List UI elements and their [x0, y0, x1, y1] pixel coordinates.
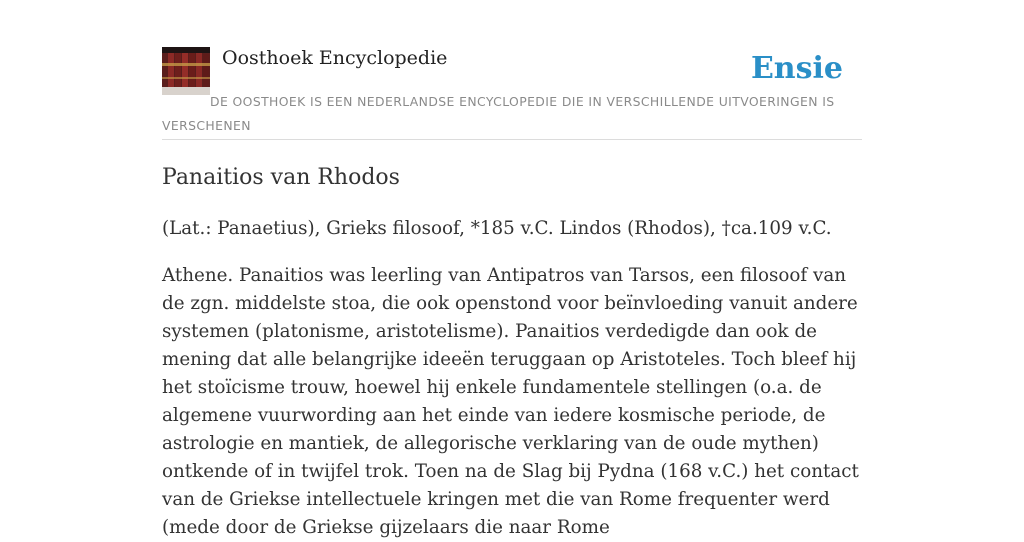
- encyclopedia-books-icon[interactable]: [162, 47, 210, 95]
- article-lead: (Lat.: Panaetius), Grieks filosoof, *185 v.C. Lindos (Rhodos), †ca.109 v.C.: [162, 218, 832, 239]
- article-body: Athene. Panaitios was leerling van Antipatros van Tarsos, een filosoof van de zgn. middelste stoa, die ook openstond voor beïnvloeding vanuit andere systemen (platonisme, aristotelisme). Panaitios verdedigde dan ook de mening dat alle belangrijke ideeën teruggaan op Aristoteles. Toch bleef hij het stoïcisme trouw, hoewel hij enkele fundamentele stellingen (o.a. de algemene vuurwording aan het einde van iedere kosmische periode, de astrologie en mantiek, de allegorische verklaring van de oude mythen) ontkende of in twijfel trok. Toen na de Slag bij Pydna (168 v.C.) het contact van de Griekse intellectuele kringen met die van Rome frequenter werd (mede door de Griekse gijzelaars die naar Rome: [162, 265, 859, 538]
- article: [162, 162, 862, 542]
- site-name[interactable]: Oosthoek Encyclopedie: [222, 47, 448, 69]
- site-header: [162, 46, 862, 140]
- article-title: Panaitios van Rhodos: [162, 165, 400, 190]
- site-tagline: DE OOSTHOEK IS EEN NEDERLANDSE ENCYCLOPEDIE DIE IN VERSCHILLENDE UITVOERINGEN IS VERSCHENEN: [162, 94, 835, 133]
- brand-logo[interactable]: Ensie: [750, 51, 843, 86]
